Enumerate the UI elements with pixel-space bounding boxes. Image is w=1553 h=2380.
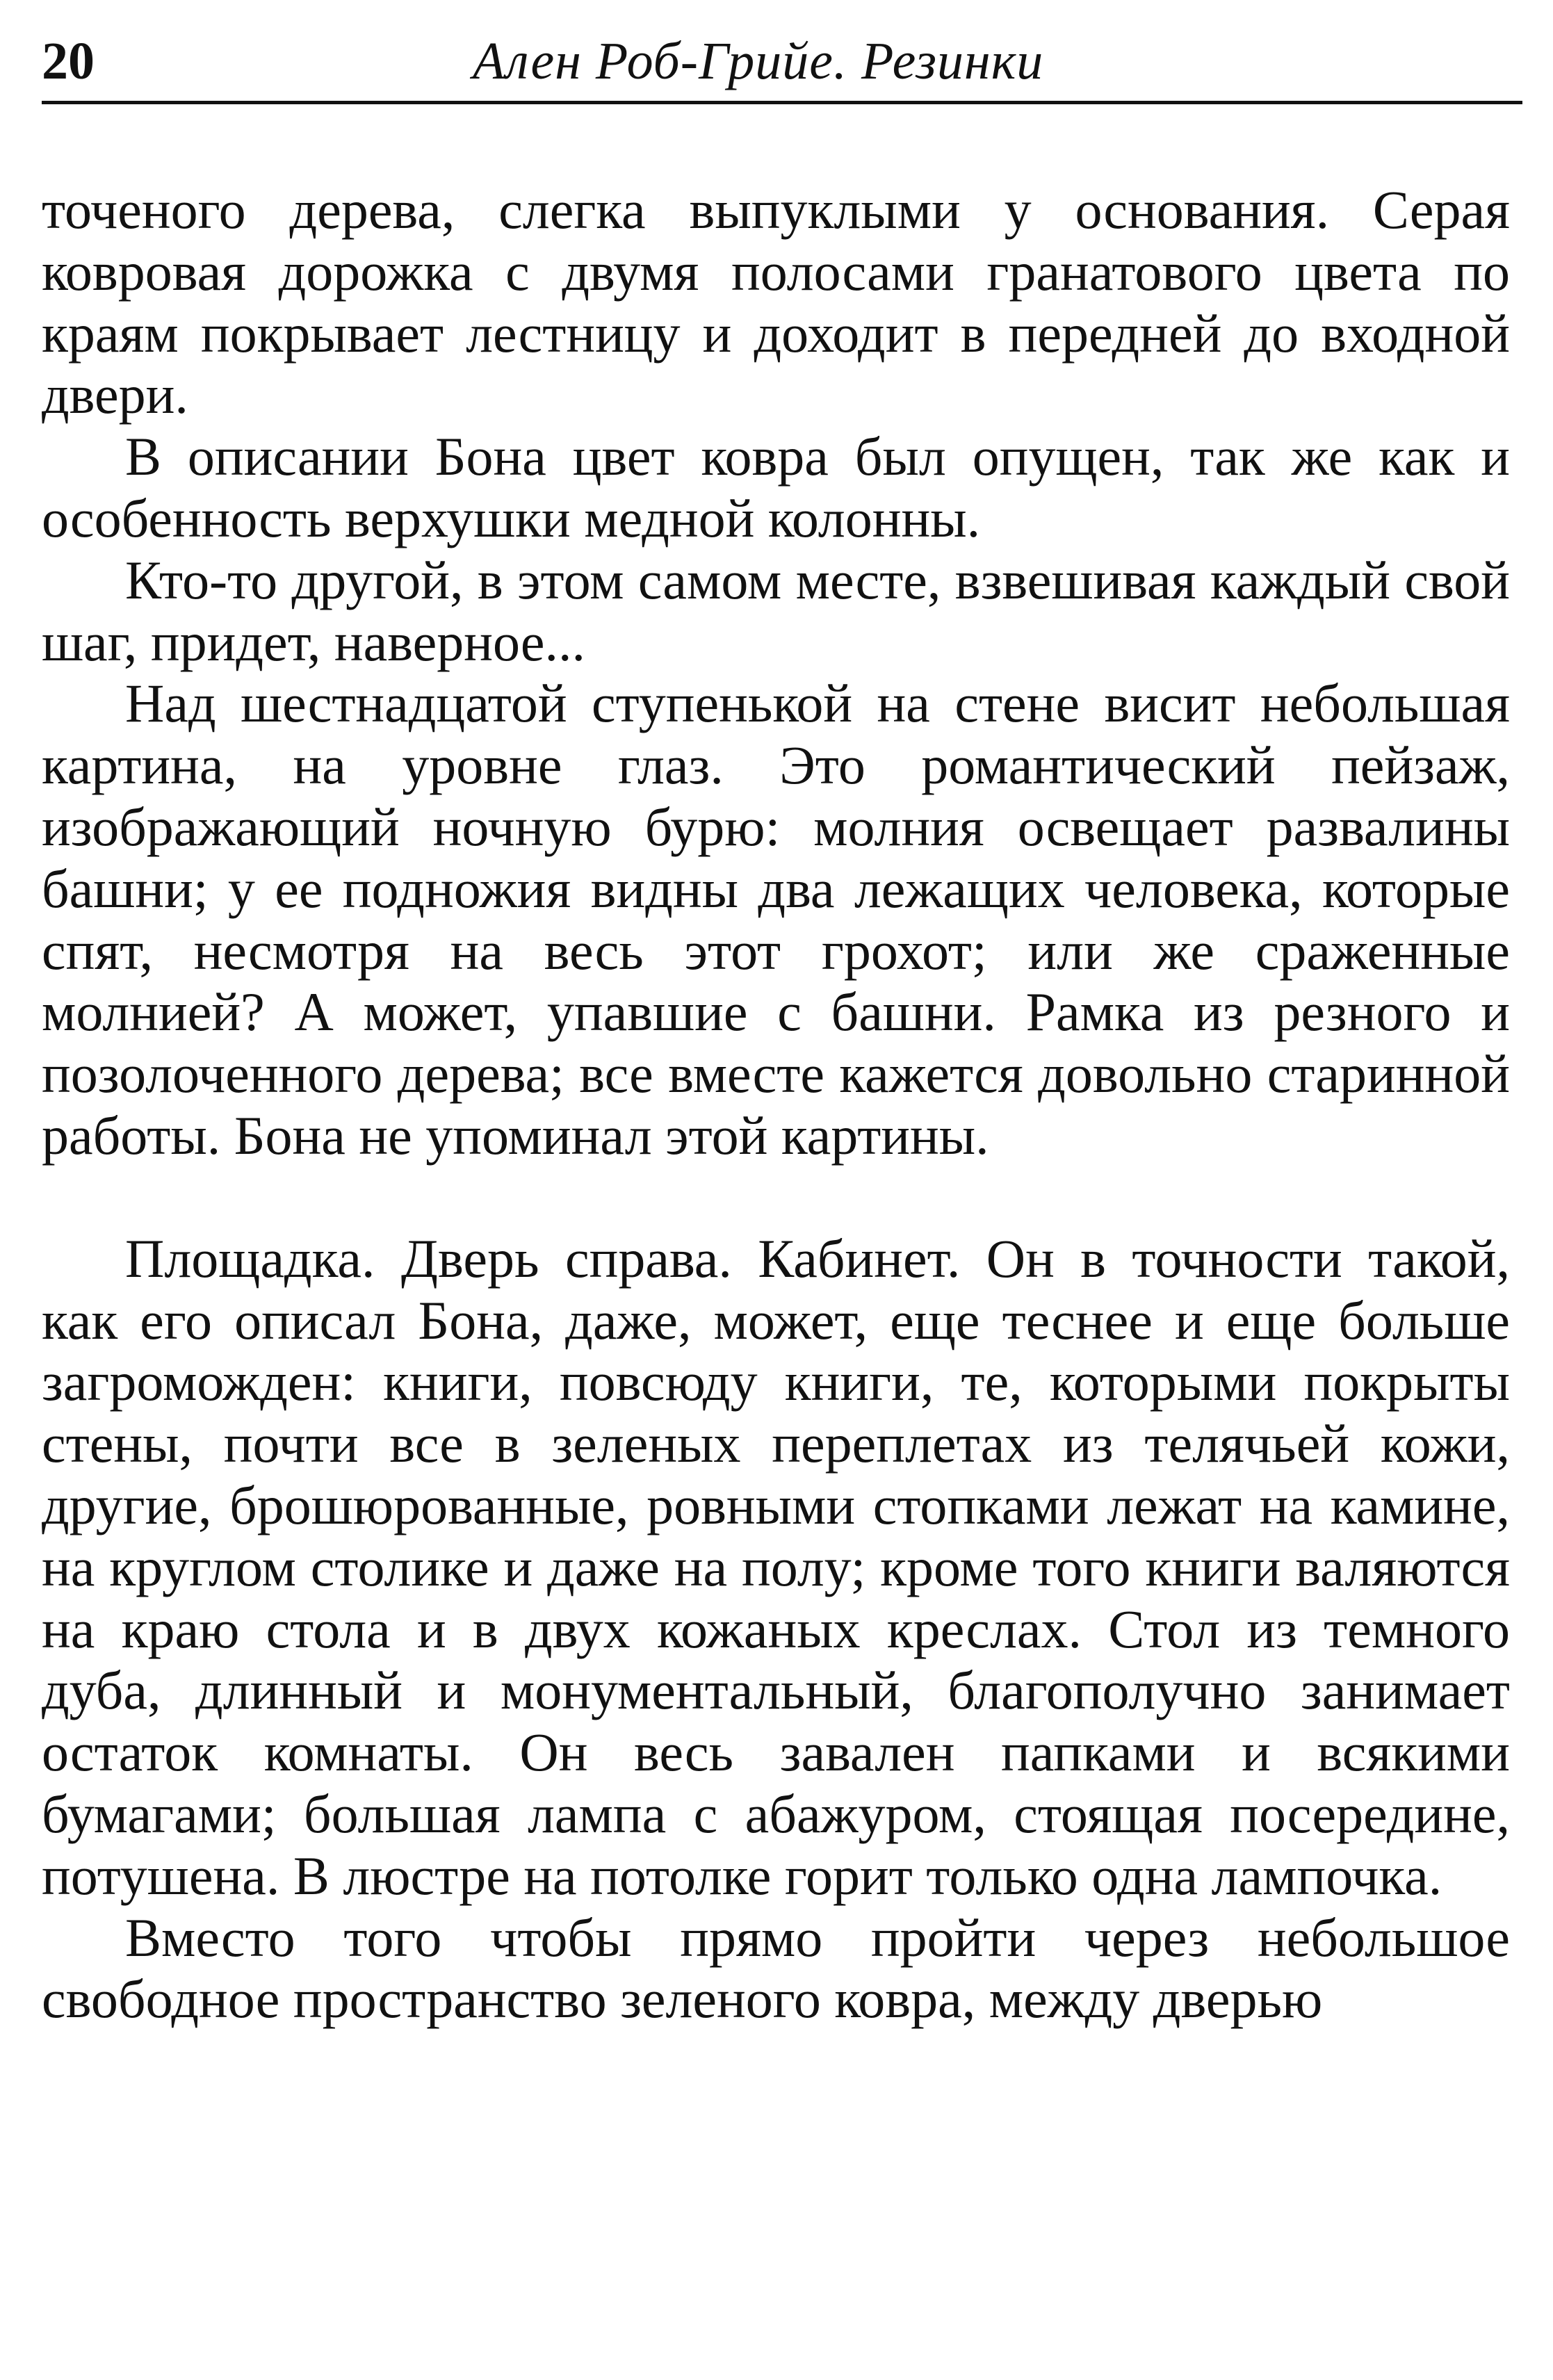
page-number: 20 [42,32,95,90]
page-header [42,28,1522,104]
running-title: Ален Роб-Грийе. Резинки [473,32,1044,90]
paragraph: точеного дерева, слегка выпуклыми у основания. Серая ковровая дорожка с двумя полосами гранатового цвета по краям покрывает лестницу и доходит в передней до входной двери. [42,179,1510,425]
paragraph: В описании Бона цвет ковра был опущен, так же как и особенность верхушки медной колонны. [42,426,1510,548]
paragraph: Над шестнадцатой ступенькой на стене висит небольшая картина, на уровне глаз. Это романтический пейзаж, изображающий ночную бурю: молния освещает развалины башни; у ее подножия видны два лежащих человека, которые спят, несмотря на весь этот грохот; или же сраженные молнией? А может, упавшие с башни. Рамка из резного и позолоченного дерева; все вместе кажется довольно старинной работы. Бона не упоминал этой картины. [42,673,1510,1166]
body-text [42,179,1510,2030]
paragraph: Вместо того чтобы прямо пройти через небольшое свободное пространство зеленого ковра, между дверью [42,1907,1510,2030]
paragraph: Кто-то другой, в этом самом месте, взвешивая каждый свой шаг, придет, наверное... [42,549,1510,672]
paragraph: Площадка. Дверь справа. Кабинет. Он в точности такой, как его описал Бона, даже, может, еще теснее и еще больше загроможден: книги, повсюду книги, те, которыми покрыты стены, почти все в зеленых переплетах из телячьей кожи, другие, брошюрованные, ровными стопками лежат на камине, на круглом столике и даже на полу; кроме того книги валяются на краю стола и в двух кожаных креслах. Стол из темного дуба, длинный и монументальный, благополучно занимает остаток комнаты. Он весь завален папками и всякими бумагами; большая лампа с абажуром, стоящая посередине, потушена. В люстре на потолке горит только одна лампочка. [42,1228,1510,1906]
